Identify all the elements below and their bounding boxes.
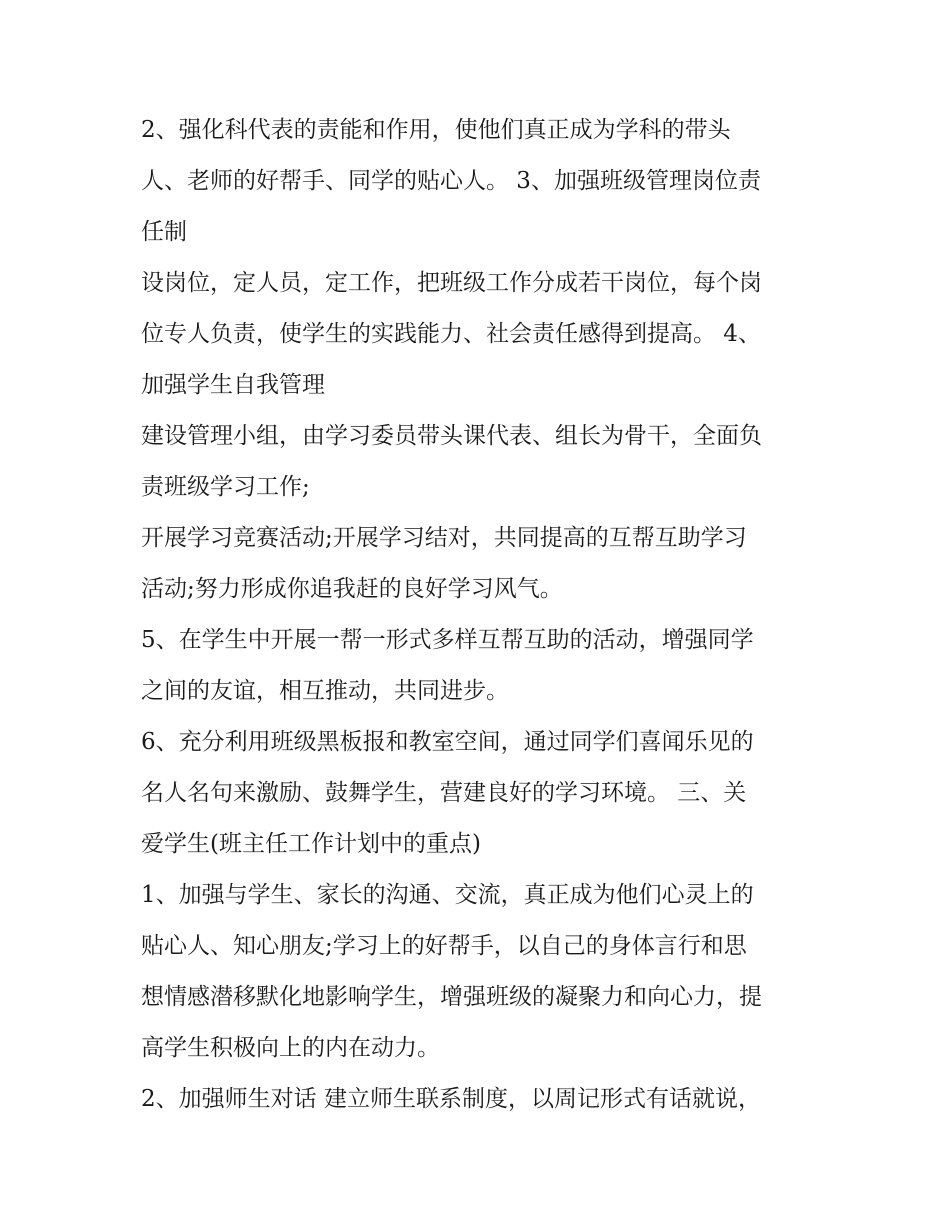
- text-line: 开展学习竞赛活动;开展学习结对，共同提高的互帮互助学习: [141, 525, 747, 551]
- text-line: 5、在学生中开展一帮一形式多样互帮互助的活动，增强同学: [141, 627, 754, 653]
- text-line: 之间的友谊，相互推动，共同进步。: [141, 678, 509, 704]
- text-line: 2、加强师生对话 建立师生联系制度，以周记形式有话就说，: [141, 1086, 761, 1112]
- body-text: [141, 105, 821, 1125]
- text-line: 2、强化科代表的责能和作用，使他们真正成为学科的带头: [141, 117, 731, 143]
- text-line: 位专人负责，使学生的实践能力、社会责任感得到提高。 4、: [141, 321, 761, 347]
- text-line: 爱学生(班主任工作计划中的重点): [141, 831, 481, 857]
- text-line: 6、充分利用班级黑板报和教室空间，通过同学们喜闻乐见的: [141, 729, 754, 755]
- text-line: 1、加强与学生、家长的沟通、交流，真正成为他们心灵上的: [141, 882, 754, 908]
- text-line: 想情感潜移默化地影响学生，增强班级的凝聚力和向心力，提: [141, 984, 762, 1010]
- text-line: 任制: [141, 219, 187, 245]
- text-line: 贴心人、知心朋友;学习上的好帮手，以自己的身体言行和思: [141, 933, 747, 959]
- text-line: 加强学生自我管理: [141, 372, 325, 398]
- text-line: 建设管理小组，由学习委员带头课代表、组长为骨干，全面负: [141, 423, 762, 449]
- text-line: 设岗位，定人员，定工作，把班级工作分成若干岗位，每个岗: [141, 270, 762, 296]
- text-line: 高学生积极向上的内在动力。: [141, 1035, 440, 1061]
- text-line: 责班级学习工作;: [141, 474, 310, 500]
- text-line: 名人名句来激励、鼓舞学生，营建良好的学习环境。 三、关: [141, 780, 747, 806]
- text-line: 活动;努力形成你追我赶的良好学习风气。: [141, 576, 563, 602]
- text-line: 人、老师的好帮手、同学的贴心人。 3、加强班级管理岗位责: [141, 168, 761, 194]
